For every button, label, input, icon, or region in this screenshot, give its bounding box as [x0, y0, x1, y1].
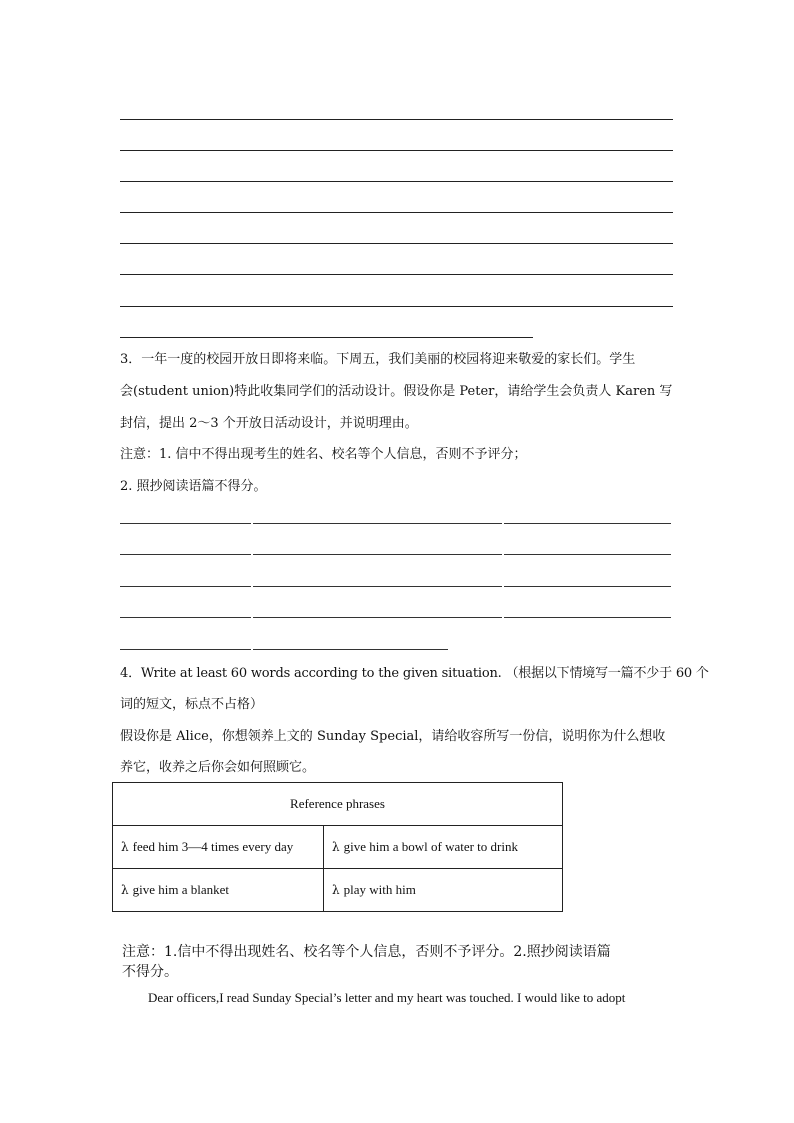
writing-line	[504, 523, 671, 524]
writing-line	[504, 586, 671, 587]
q4-note-line-1: 注意：1.信中不得出现姓名、校名等个人信息，否则不予评分。2.照抄阅读语篇	[122, 944, 611, 960]
writing-line	[120, 586, 251, 587]
bullet-icon: λ	[121, 883, 129, 897]
q3-prompt-line-3: 封信，提出 2～3 个开放日活动设计，并说明理由。	[120, 416, 418, 431]
writing-line	[120, 554, 251, 555]
letter-opening: Dear officers,I read Sunday Special’s letter and my heart was touched. I would like to adopt	[148, 990, 626, 1005]
writing-line	[120, 523, 251, 524]
phrase-text: give him a blanket	[132, 882, 229, 897]
q4-note-line-2: 不得分。	[122, 964, 178, 980]
q3-note-2: 2. 照抄阅读语篇不得分。	[120, 479, 267, 494]
q3-note-1: 注意：1. 信中不得出现考生的姓名、校名等个人信息，否则不予评分；	[120, 447, 527, 462]
table-cell	[113, 826, 324, 869]
writing-line	[120, 306, 673, 307]
writing-line	[120, 274, 673, 275]
bullet-icon: λ	[332, 883, 340, 897]
writing-line	[120, 181, 673, 182]
writing-line	[120, 150, 673, 151]
phrase-text: give him a bowl of water to drink	[343, 839, 518, 854]
writing-line	[120, 119, 673, 120]
q4-prompt-line-2: 词的短文，标点不占格）	[120, 697, 264, 712]
writing-line	[120, 337, 533, 338]
q4-prompt-line-4: 养它，收养之后你会如何照顾它。	[120, 760, 316, 775]
writing-line	[120, 649, 251, 650]
writing-line	[253, 523, 502, 524]
phrase-text: feed him 3—4 times every day	[132, 839, 294, 854]
table-cell	[324, 869, 563, 912]
writing-line	[504, 617, 671, 618]
q3-prompt-line-1: 3．一年一度的校园开放日即将来临。下周五，我们美丽的校园将迎来敬爱的家长们。学生	[120, 352, 636, 367]
writing-line	[504, 554, 671, 555]
writing-line	[253, 554, 502, 555]
table-header: Reference phrases	[113, 783, 563, 826]
q4-prompt-line-1: 4．Write at least 60 words according to the given situation. （根据以下情境写一篇不少于 60 个	[120, 666, 709, 681]
q4-prompt-line-3: 假设你是 Alice，你想领养上文的 Sunday Special，请给收容所写一份信，说明你为什么想收	[120, 729, 666, 744]
writing-line	[253, 617, 502, 618]
phrase-text: play with him	[343, 882, 416, 897]
reference-phrases-table	[112, 782, 563, 912]
writing-line	[120, 212, 673, 213]
table-cell	[324, 826, 563, 869]
writing-line	[120, 243, 673, 244]
bullet-icon: λ	[332, 840, 340, 854]
q3-prompt-line-2: 会(student union)特此收集同学们的活动设计。假设你是 Peter，请给学生会负责人 Karen 写	[120, 384, 673, 399]
bullet-icon: λ	[121, 840, 129, 854]
writing-line	[253, 586, 502, 587]
table-cell	[113, 869, 324, 912]
writing-line	[253, 649, 448, 650]
writing-line	[120, 617, 251, 618]
